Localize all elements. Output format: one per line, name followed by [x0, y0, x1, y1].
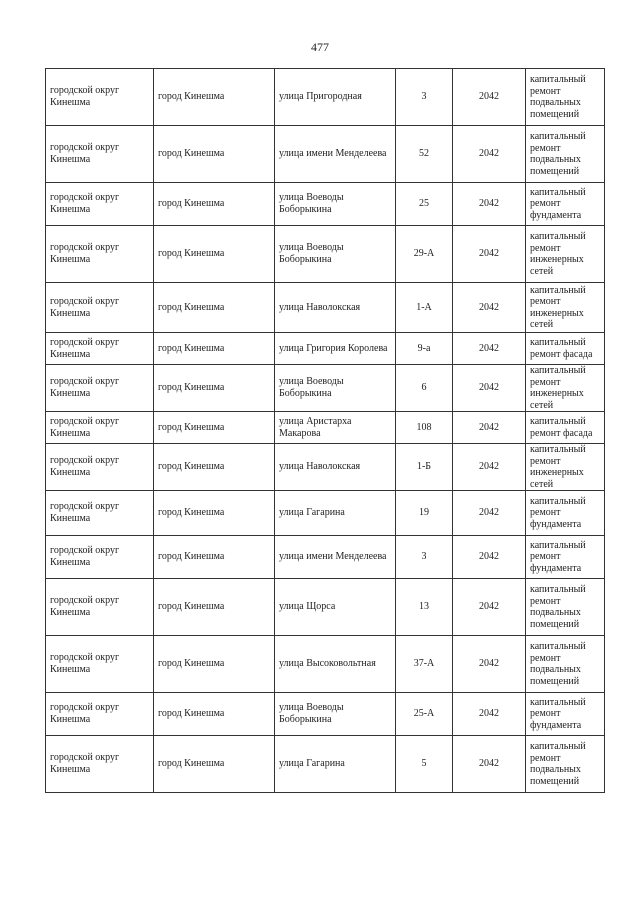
house-number-cell: 29-А — [396, 226, 453, 283]
street-cell: улица Аристарха Макарова — [275, 412, 396, 444]
street-cell: улица имени Менделеева — [275, 536, 396, 579]
city-cell: город Кинешма — [154, 693, 275, 736]
table-row — [46, 579, 605, 636]
city-cell: город Кинешма — [154, 226, 275, 283]
work-type-cell: капитальный ремонт инженерных сетей — [526, 365, 605, 412]
district-cell: городской округ Кинешма — [46, 126, 154, 183]
table-row — [46, 693, 605, 736]
work-type-cell: капитальный ремонт подвальных помещений — [526, 69, 605, 126]
street-cell: улица Григория Королева — [275, 333, 396, 365]
city-cell: город Кинешма — [154, 536, 275, 579]
work-type-cell: капитальный ремонт инженерных сетей — [526, 226, 605, 283]
district-cell: городской округ Кинешма — [46, 491, 154, 536]
year-cell: 2042 — [453, 183, 526, 226]
table-row — [46, 491, 605, 536]
work-type-cell: капитальный ремонт фасада — [526, 333, 605, 365]
housing-repair-table — [45, 68, 605, 793]
district-cell: городской округ Кинешма — [46, 283, 154, 333]
year-cell: 2042 — [453, 365, 526, 412]
street-cell: улица Наволокская — [275, 444, 396, 491]
street-cell: улица Воеводы Боборыкина — [275, 693, 396, 736]
table-row — [46, 736, 605, 793]
district-cell: городской округ Кинешма — [46, 183, 154, 226]
house-number-cell: 3 — [396, 536, 453, 579]
city-cell: город Кинешма — [154, 491, 275, 536]
house-number-cell: 1-Б — [396, 444, 453, 491]
year-cell: 2042 — [453, 693, 526, 736]
table-row — [46, 183, 605, 226]
house-number-cell: 37-А — [396, 636, 453, 693]
table-row — [46, 69, 605, 126]
year-cell: 2042 — [453, 69, 526, 126]
work-type-cell: капитальный ремонт фундамента — [526, 183, 605, 226]
district-cell: городской округ Кинешма — [46, 412, 154, 444]
district-cell: городской округ Кинешма — [46, 365, 154, 412]
city-cell: город Кинешма — [154, 365, 275, 412]
year-cell: 2042 — [453, 126, 526, 183]
district-cell: городской округ Кинешма — [46, 333, 154, 365]
house-number-cell: 25-А — [396, 693, 453, 736]
street-cell: улица Гагарина — [275, 736, 396, 793]
table-row — [46, 412, 605, 444]
district-cell: городской округ Кинешма — [46, 736, 154, 793]
year-cell: 2042 — [453, 226, 526, 283]
year-cell: 2042 — [453, 283, 526, 333]
city-cell: город Кинешма — [154, 183, 275, 226]
work-type-cell: капитальный ремонт фундамента — [526, 536, 605, 579]
table-row — [46, 333, 605, 365]
year-cell: 2042 — [453, 579, 526, 636]
city-cell: город Кинешма — [154, 579, 275, 636]
city-cell: город Кинешма — [154, 126, 275, 183]
house-number-cell: 25 — [396, 183, 453, 226]
work-type-cell: капитальный ремонт подвальных помещений — [526, 579, 605, 636]
house-number-cell: 3 — [396, 69, 453, 126]
city-cell: город Кинешма — [154, 736, 275, 793]
work-type-cell: капитальный ремонт подвальных помещений — [526, 636, 605, 693]
year-cell: 2042 — [453, 536, 526, 579]
year-cell: 2042 — [453, 333, 526, 365]
city-cell: город Кинешма — [154, 412, 275, 444]
work-type-cell: капитальный ремонт подвальных помещений — [526, 736, 605, 793]
table-row — [46, 283, 605, 333]
street-cell: улица Воеводы Боборыкина — [275, 183, 396, 226]
house-number-cell: 108 — [396, 412, 453, 444]
street-cell: улица Пригородная — [275, 69, 396, 126]
year-cell: 2042 — [453, 412, 526, 444]
district-cell: городской округ Кинешма — [46, 226, 154, 283]
year-cell: 2042 — [453, 736, 526, 793]
district-cell: городской округ Кинешма — [46, 444, 154, 491]
house-number-cell: 19 — [396, 491, 453, 536]
street-cell: улица Высоковольтная — [275, 636, 396, 693]
table-row — [46, 636, 605, 693]
district-cell: городской округ Кинешма — [46, 693, 154, 736]
page-number: 477 — [311, 40, 329, 54]
district-cell: городской округ Кинешма — [46, 536, 154, 579]
street-cell: улица Наволокская — [275, 283, 396, 333]
house-number-cell: 5 — [396, 736, 453, 793]
house-number-cell: 6 — [396, 365, 453, 412]
district-cell: городской округ Кинешма — [46, 636, 154, 693]
table-row — [46, 226, 605, 283]
work-type-cell: капитальный ремонт фундамента — [526, 693, 605, 736]
year-cell: 2042 — [453, 444, 526, 491]
city-cell: город Кинешма — [154, 69, 275, 126]
street-cell: улица Щорса — [275, 579, 396, 636]
work-type-cell: капитальный ремонт фундамента — [526, 491, 605, 536]
house-number-cell: 1-А — [396, 283, 453, 333]
street-cell: улица имени Менделеева — [275, 126, 396, 183]
house-number-cell: 13 — [396, 579, 453, 636]
city-cell: город Кинешма — [154, 333, 275, 365]
district-cell: городской округ Кинешма — [46, 579, 154, 636]
work-type-cell: капитальный ремонт инженерных сетей — [526, 444, 605, 491]
year-cell: 2042 — [453, 491, 526, 536]
city-cell: город Кинешма — [154, 636, 275, 693]
work-type-cell: капитальный ремонт инженерных сетей — [526, 283, 605, 333]
table-row — [46, 536, 605, 579]
street-cell: улица Воеводы Боборыкина — [275, 365, 396, 412]
city-cell: город Кинешма — [154, 283, 275, 333]
year-cell: 2042 — [453, 636, 526, 693]
table-row — [46, 365, 605, 412]
house-number-cell: 52 — [396, 126, 453, 183]
house-number-cell: 9-а — [396, 333, 453, 365]
table-row — [46, 444, 605, 491]
street-cell: улица Воеводы Боборыкина — [275, 226, 396, 283]
table-row — [46, 126, 605, 183]
work-type-cell: капитальный ремонт подвальных помещений — [526, 126, 605, 183]
work-type-cell: капитальный ремонт фасада — [526, 412, 605, 444]
district-cell: городской округ Кинешма — [46, 69, 154, 126]
street-cell: улица Гагарина — [275, 491, 396, 536]
city-cell: город Кинешма — [154, 444, 275, 491]
table-body — [46, 69, 605, 793]
